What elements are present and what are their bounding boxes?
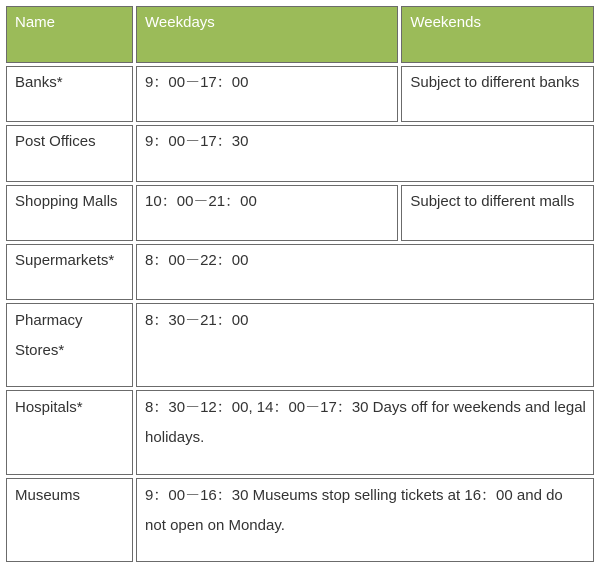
- table-row: [6, 185, 594, 241]
- cell-weekdays: 8：30－21：00: [136, 303, 594, 387]
- header-weekdays: Weekdays: [136, 6, 398, 63]
- cell-name: Pharmacy Stores*: [6, 303, 133, 387]
- cell-weekends: Subject to different banks: [401, 66, 594, 122]
- header-weekends: Weekends: [401, 6, 594, 63]
- table-row: [6, 478, 594, 562]
- cell-weekdays: 9：00－17：30: [136, 125, 594, 182]
- cell-name: Shopping Malls: [6, 185, 133, 241]
- header-name: Name: [6, 6, 133, 63]
- cell-weekdays: 9：00－17：00: [136, 66, 398, 122]
- table-row: [6, 303, 594, 387]
- opening-hours-table: [3, 3, 597, 565]
- table-row: [6, 125, 594, 182]
- cell-name: Hospitals*: [6, 390, 133, 475]
- cell-weekdays: 8：30－12：00, 14：00－17：30 Days off for weekends and legal holidays.: [136, 390, 594, 475]
- cell-name: Supermarkets*: [6, 244, 133, 300]
- table-row: [6, 390, 594, 475]
- cell-weekdays: 10：00－21：00: [136, 185, 398, 241]
- table-row: [6, 244, 594, 300]
- cell-weekends: Subject to different malls: [401, 185, 594, 241]
- cell-name: Banks*: [6, 66, 133, 122]
- cell-weekdays: 9：00－16：30 Museums stop selling tickets at 16：00 and do not open on Monday.: [136, 478, 594, 562]
- table-row: [6, 66, 594, 122]
- cell-name: Post Offices: [6, 125, 133, 182]
- cell-name: Museums: [6, 478, 133, 562]
- header-row: [6, 6, 594, 63]
- cell-weekdays: 8：00－22：00: [136, 244, 594, 300]
